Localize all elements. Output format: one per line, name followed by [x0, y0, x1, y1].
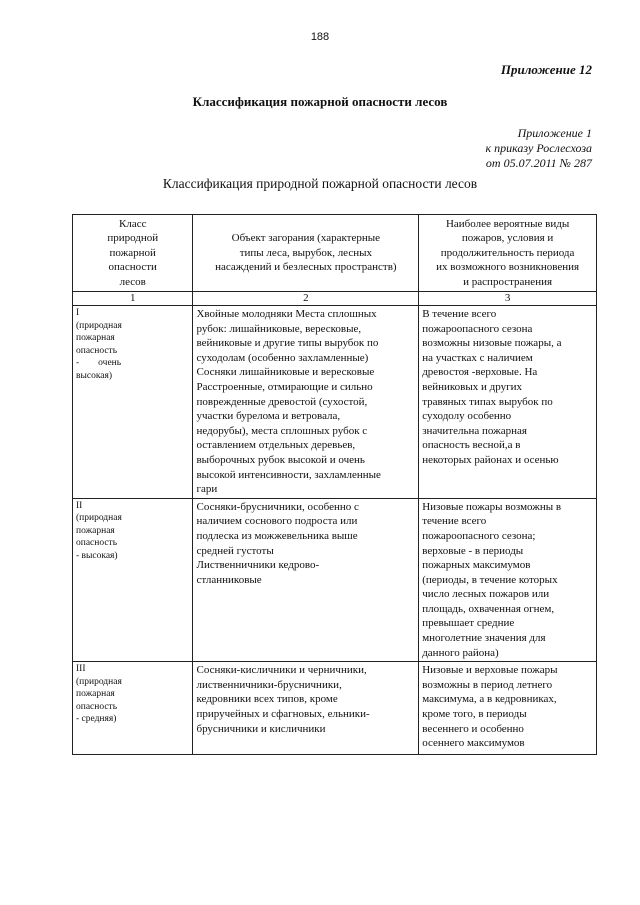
column-number-row — [73, 292, 597, 306]
page-number: 188 — [310, 31, 330, 43]
cell-line: стланниковые — [196, 573, 262, 586]
cell-line: пожарных максимумов — [422, 559, 531, 572]
cell-line: природной — [107, 232, 159, 245]
column-number: 1 — [73, 292, 193, 306]
object-cell — [193, 306, 419, 499]
cell-line: возможны в период летнего — [422, 678, 553, 691]
cell-line: пожарная — [76, 333, 115, 343]
column-number: 3 — [419, 292, 597, 306]
table-row — [73, 662, 597, 755]
cell-line: кедровники всех типов, кроме — [196, 693, 338, 706]
cell-line: высокой интенсивности, захламленные — [196, 468, 381, 481]
cell-line: (природная — [76, 320, 122, 331]
cell-line: на участках с наличием — [422, 351, 533, 364]
cell-line: пожаров, условия и — [461, 232, 554, 245]
cell-line: (периоды, в течение которых — [422, 573, 558, 586]
order-reference-line: от 05.07.2011 № 287 — [485, 156, 592, 170]
cell-line: опасность — [76, 345, 118, 356]
cell-line: и распространения — [463, 275, 553, 288]
cell-line: пожарная — [76, 525, 115, 536]
cell-line: - очень — [76, 358, 122, 368]
cell-line: кроме того, в периоды — [422, 708, 527, 721]
cell-line: опасность — [76, 538, 118, 549]
column-number: 2 — [193, 292, 419, 306]
document-title: Классификация пожарной опасности лесов — [192, 94, 448, 109]
cell-line: насаждений и безлесных пространств) — [215, 261, 397, 274]
cell-line: Сосняки-брусничники, особенно с — [196, 500, 359, 513]
cell-line: Низовые пожары возможны в — [422, 500, 562, 513]
header-cell-class — [73, 215, 193, 292]
cell-line: весеннего и особенно — [422, 722, 524, 735]
cell-line: возможны низовые пожары, а — [422, 337, 562, 350]
table-title: Классификация природной пожарной опасности лесов — [162, 176, 478, 191]
cell-line: II — [76, 500, 83, 511]
cell-line: вейниковые и другие типы вырубок по — [196, 337, 379, 350]
class-cell — [73, 662, 193, 755]
cell-line: продолжительность периода — [440, 246, 575, 259]
object-cell — [193, 498, 419, 662]
cell-line: Низовые и верховые пожары — [422, 664, 558, 677]
cell-line: осеннего максимумов — [422, 737, 525, 750]
cell-line: - средняя) — [76, 714, 117, 725]
cell-line: суходолу особенно — [422, 410, 512, 423]
cell-line: опасности — [108, 261, 157, 274]
cell-line: верховые - в периоды — [422, 544, 524, 557]
cell-line: типы леса, вырубок, лесных — [239, 246, 372, 259]
cell-line: В течение всего — [422, 308, 497, 320]
cell-line: пожарной — [109, 246, 156, 259]
fires-cell — [419, 498, 597, 662]
cell-line: брусничники и кисличники — [196, 722, 326, 735]
cell-line: подлеска из можжевельника выше — [196, 529, 358, 542]
cell-line: рубок: лишайниковые, вересковые, — [196, 322, 362, 335]
cell-line: (природная — [76, 513, 122, 524]
cell-line: травяных типах вырубок по — [422, 395, 553, 408]
appendix-label: Приложение 12 — [500, 62, 592, 77]
cell-line: Класс — [119, 217, 147, 230]
cell-line: вейниковых и других — [422, 380, 522, 393]
cell-line: гари — [196, 483, 218, 496]
cell-line: опасность — [76, 701, 118, 712]
cell-line: превышает средние — [422, 617, 515, 630]
cell-line: Сосняки лишайниковые и вересковые — [196, 366, 375, 379]
cell-line: их возможного возникновения — [436, 261, 580, 274]
order-reference-line: к приказу Рослесхоза — [485, 141, 592, 155]
cell-line: выборочных рубок высокой и очень — [196, 453, 365, 466]
fires-cell — [419, 662, 597, 755]
cell-line: суходолам (особенно захламленные) — [196, 351, 369, 364]
cell-line: опасность весной,а в — [422, 439, 521, 452]
cell-line: Хвойные молодняки Места сплошных — [196, 308, 377, 320]
object-cell — [193, 662, 419, 755]
cell-line: пожароопасного сезона; — [422, 529, 536, 542]
cell-line: пожарная — [76, 689, 115, 700]
cell-line: Объект загорания (характерные — [231, 232, 381, 245]
cell-line: I — [76, 308, 80, 318]
cell-line: Расстроенные, отмирающие и сильно — [196, 380, 373, 393]
table-row — [73, 498, 597, 662]
table-header-row — [73, 215, 597, 292]
cell-line: Наиболее вероятные виды — [445, 217, 570, 230]
cell-line: Сосняки-кисличники и черничники, — [196, 664, 367, 677]
header-cell-fires — [419, 215, 597, 292]
cell-line: течение всего — [422, 515, 487, 528]
cell-line: наличием соснового подроста или — [196, 515, 358, 528]
cell-line: - высокая) — [76, 550, 118, 561]
cell-line: лесов — [119, 275, 146, 288]
fire-danger-table — [72, 214, 597, 755]
cell-line: число лесных пожаров или — [422, 588, 550, 601]
cell-line: Лиственничники кедрово- — [196, 559, 320, 572]
cell-line: некоторых районах и осенью — [422, 453, 559, 466]
order-reference-line: Приложение 1 — [517, 126, 592, 140]
cell-line: участки бурелома и ветровала, — [196, 410, 341, 423]
cell-line: средней густоты — [196, 544, 274, 557]
header-cell-object — [193, 215, 419, 292]
cell-line: многолетние значения для — [422, 632, 546, 645]
cell-line: древостоя -верховые. На — [422, 366, 538, 379]
cell-line: поврежденные древостой (сухостой, — [196, 395, 368, 408]
cell-line: значительна пожарная — [422, 424, 527, 437]
cell-line: недорубы), места сплошных рубок с — [196, 424, 368, 437]
cell-line: оставлением отдельных деревьев, — [196, 439, 356, 452]
cell-line: пожароопасного сезона — [422, 322, 533, 335]
cell-line: (природная — [76, 676, 122, 687]
class-cell — [73, 498, 193, 662]
cell-line: максимума, а в кедровниках, — [422, 693, 557, 706]
cell-line: площадь, охваченная огнем, — [422, 602, 555, 615]
cell-line: высокая) — [76, 370, 113, 381]
cell-line: лиственничники-брусничники, — [196, 678, 342, 691]
class-cell — [73, 306, 193, 499]
order-reference — [486, 126, 593, 171]
fires-cell — [419, 306, 597, 499]
cell-line: III — [76, 664, 86, 675]
cell-line: данного района) — [422, 646, 499, 659]
table-row — [73, 306, 597, 499]
cell-line: приручейных и сфагновых, ельники- — [196, 708, 370, 721]
